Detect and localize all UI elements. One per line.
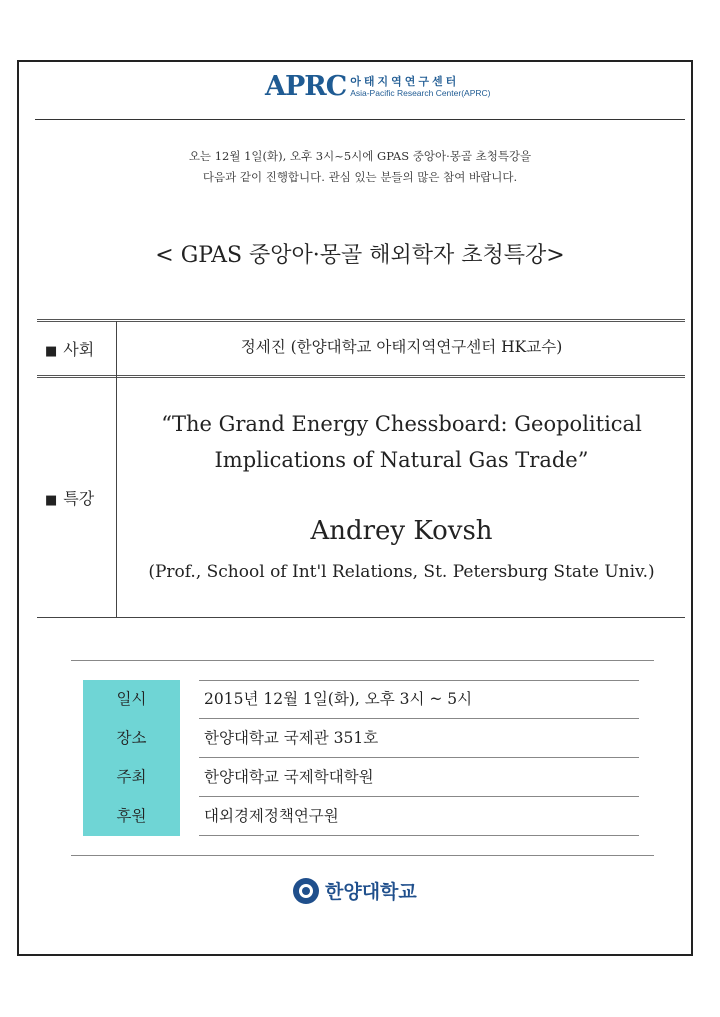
- info-label-host: 주최: [116, 768, 147, 786]
- info-top-rule: [71, 660, 654, 661]
- lecture-title-line-2: Implications of Natural Gas Trade”: [214, 448, 589, 472]
- info-label-sponsor: 후원: [116, 807, 147, 825]
- table-bottom-border: [37, 617, 685, 618]
- info-label-date: 일시: [116, 690, 147, 708]
- speaker-name: Andrey Kovsh: [310, 516, 493, 546]
- intro-line-2: 다음과 같이 진행합니다. 관심 있는 분들의 많은 참여 바랍니다.: [202, 170, 518, 184]
- aprc-logo-text: [350, 75, 490, 99]
- center-name-kr: 아태지역연구센터: [350, 75, 460, 88]
- moderator-label-text: 사회: [63, 340, 95, 359]
- info-label-column: [83, 680, 180, 836]
- moderator-value: 정세진 (한양대학교 아태지역연구센터 HK교수): [240, 338, 563, 356]
- bullet-square-icon: ■: [45, 344, 58, 359]
- speaker-affiliation: (Prof., School of Int'l Relations, St. Petersburg State Univ.): [148, 562, 655, 582]
- info-value-date: 2015년 12월 1일(화), 오후 3시 ~ 5시: [199, 680, 639, 719]
- lecture-label-text: 특강: [63, 489, 95, 508]
- university-logo: [293, 877, 417, 904]
- info-label-venue: 장소: [116, 729, 147, 747]
- info-value-sponsor: 대외경제정책연구원: [199, 797, 639, 836]
- aprc-logo-mark: APRC: [265, 71, 347, 102]
- info-value-venue: 한양대학교 국제관 351호: [199, 719, 639, 758]
- info-bottom-rule: [71, 855, 654, 856]
- intro-line-1: 오는 12월 1일(화), 오후 3시~5시에 GPAS 중앙아·몽골 초청특강을: [188, 149, 532, 163]
- table-top-border: [37, 319, 685, 322]
- intro-text: [35, 146, 685, 188]
- table-row-divider: [37, 375, 685, 378]
- lecture-label: [45, 486, 94, 509]
- university-emblem-icon: [293, 878, 319, 904]
- center-name-en: Asia-Pacific Research Center(APRC): [350, 88, 491, 98]
- page-title: < GPAS 중앙아·몽골 해외학자 초청특강>: [155, 243, 565, 268]
- lecture-title-line-1: “The Grand Energy Chessboard: Geopolitical: [161, 412, 642, 436]
- header-divider: [35, 119, 685, 120]
- bullet-square-icon: ■: [45, 493, 58, 508]
- info-value-host: 한양대학교 국제학대학원: [199, 758, 639, 797]
- university-name: 한양대학교: [325, 881, 417, 903]
- aprc-logo: [265, 72, 490, 102]
- moderator-label: [45, 337, 94, 360]
- table-column-divider: [116, 321, 117, 618]
- lecture-title: [118, 406, 685, 478]
